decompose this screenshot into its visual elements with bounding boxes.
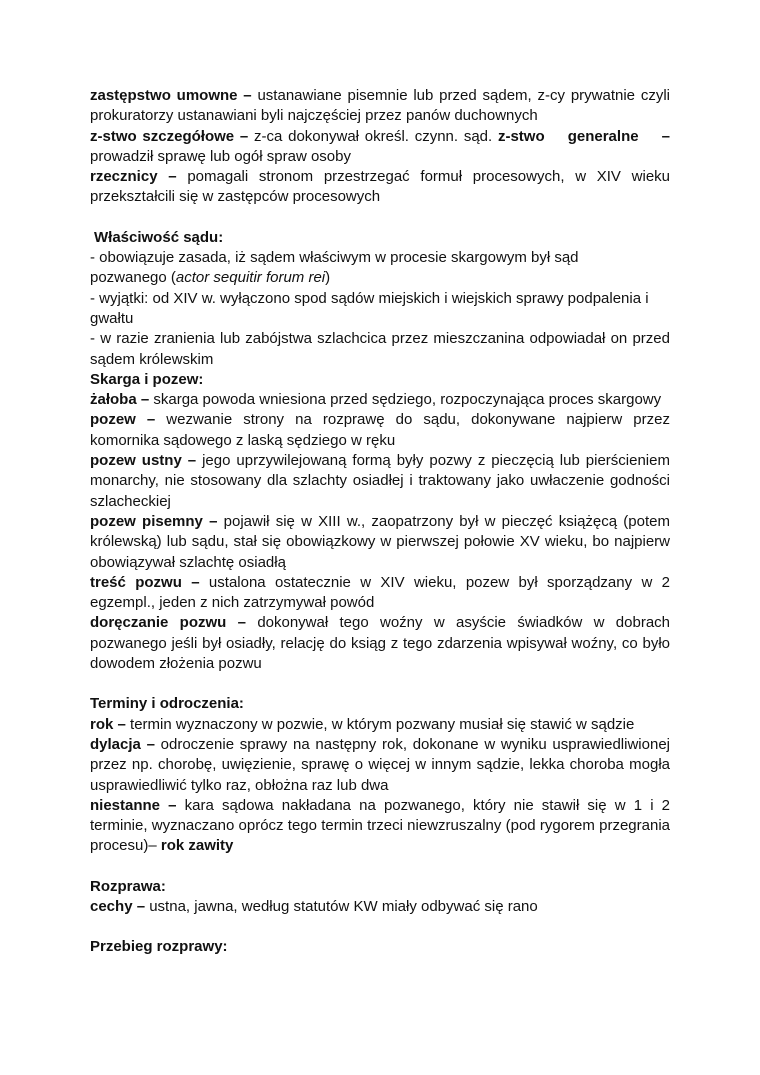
definition: dokonywał tego woźny w asyście świadków w dobrach pozwanego jeśli był osiadły, relację do ksiąg z tego zdarzenia wpisywał woźny, co było dowodem złożenia pozwu <box>90 614 671 673</box>
term: pozew pisemny – <box>90 512 218 530</box>
definition: prowadził sprawę lub ogół spraw osoby <box>90 147 351 165</box>
text-line: - wyjątki: od XIV w. wyłączono spod sądów miejskich i wiejskich sprawy podpalenia i gwałtu <box>90 289 649 327</box>
definition: pomagali stronom przestrzegać formuł procesowych, w XIV wieku przekształcili się w zastępców procesowych <box>90 168 671 206</box>
latin-phrase: actor sequitir forum rei <box>175 269 326 287</box>
paragraph-zaloba <box>90 390 670 410</box>
term: niestanne – <box>90 796 177 814</box>
heading-wlasciwosc-sadu: Właściwość sądu: <box>94 228 224 246</box>
paragraph-zastepstwo-szczegolowe <box>90 127 670 168</box>
term: doręczanie pozwu – <box>90 614 246 632</box>
text-fragment: ) <box>325 269 331 287</box>
paragraph-niestanne <box>90 796 670 857</box>
term: pozew ustny – <box>90 452 197 470</box>
heading-przebieg-rozprawy: Przebieg rozprawy: <box>90 938 228 956</box>
paragraph-tresc-pozwu <box>90 573 670 614</box>
definition: wezwanie strony na rozprawę do sądu, dokonywane najpierw przez komornika sądowego z laską sędziego w ręku <box>90 411 670 449</box>
term: rzecznicy – <box>90 168 177 186</box>
paragraph-rzecznicy <box>90 167 670 208</box>
document-page <box>90 86 670 958</box>
term: rok – <box>90 715 126 733</box>
term: dylacja – <box>90 735 155 753</box>
heading-terminy-i-odroczenia: Terminy i odroczenia: <box>90 695 244 713</box>
definition: ustanawiane pisemnie lub przed sądem, z-cy prywatnie czyli prokuratorzy ustanawiani byli najczęściej przez panów duchownych <box>90 87 670 125</box>
term: pozew – <box>90 411 156 429</box>
paragraph-pozew <box>90 410 670 451</box>
paragraph-pozew-pisemny <box>90 512 670 573</box>
term: z-stwo szczegółowe – <box>90 127 249 145</box>
definition: z-ca dokonywał określ. czynn. sąd. <box>248 127 498 145</box>
heading-rozprawa: Rozprawa: <box>90 877 166 895</box>
term: żałoba – <box>90 391 150 409</box>
definition: ustna, jawna, według statutów KW miały odbywać się rano <box>145 897 538 915</box>
text-line: - obowiązuje zasada, iż sądem właściwym w procesie skargowym był sąd <box>90 249 579 267</box>
paragraph-rok <box>90 715 670 735</box>
definition: jego uprzywilejowaną formą były pozwy z pieczęcią lub pierścieniem monarchy, nie stosowany dla szlachty osiadłej i traktowany jako uwłaczenie godności szlacheckiej <box>90 452 670 510</box>
term: rok zawity <box>160 837 234 855</box>
definition: kara sądowa nakładana na pozwanego, który nie stawił się w 1 i 2 terminie, wyznaczano oprócz tego termin trzeci niewzruszalny (pod rygorem przegrania procesu)– <box>90 796 671 855</box>
definition: termin wyznaczony w pozwie, w którym pozwany musiał się stawić w sądzie <box>125 715 635 733</box>
definition: pojawił się w XIII w., zaopatrzony był w pieczęć książęcą (potem królewską) lub sądu, stał się obowiązkowy w pierwszej połowie XV wieku, bo najpierw obowiązywał szlachtę osiadłą <box>90 512 670 571</box>
term: z-stwo generalne – <box>497 127 670 145</box>
text-fragment: pozwanego ( <box>90 269 176 287</box>
term: cechy – <box>90 897 146 915</box>
text-line <box>90 268 670 288</box>
term: treść pozwu – <box>90 573 200 591</box>
term: zastępstwo umowne – <box>90 87 252 104</box>
paragraph-cechy <box>90 897 670 917</box>
definition: ustalona ostatecznie w XIV wieku, pozew był sporządzany w 2 egzempl., jeden z nich zatrzymywał powód <box>90 573 670 612</box>
paragraph-doreczanie-pozwu <box>90 613 670 674</box>
definition: odroczenie sprawy na następny rok, dokonane w wyniku usprawiedliwionej przez np. chorobę, uwięzienie, sprawę o więcej w innym sądzie, lekka choroba mogła usprawiedliwić tylko raz, obłożna raz lub dwa <box>90 735 670 794</box>
definition: skarga powoda wniesiona przed sędziego, rozpoczynająca proces skargowy <box>149 391 662 409</box>
paragraph-dylacja <box>90 735 670 796</box>
paragraph-pozew-ustny <box>90 451 670 512</box>
text-line: - w razie zranienia lub zabójstwa szlachcica przez mieszczanina odpowiadał on przed sądem królewskim <box>90 330 670 368</box>
paragraph-zastepstwo-umowne <box>90 86 670 127</box>
heading-skarga-i-pozew: Skarga i pozew: <box>90 370 204 388</box>
